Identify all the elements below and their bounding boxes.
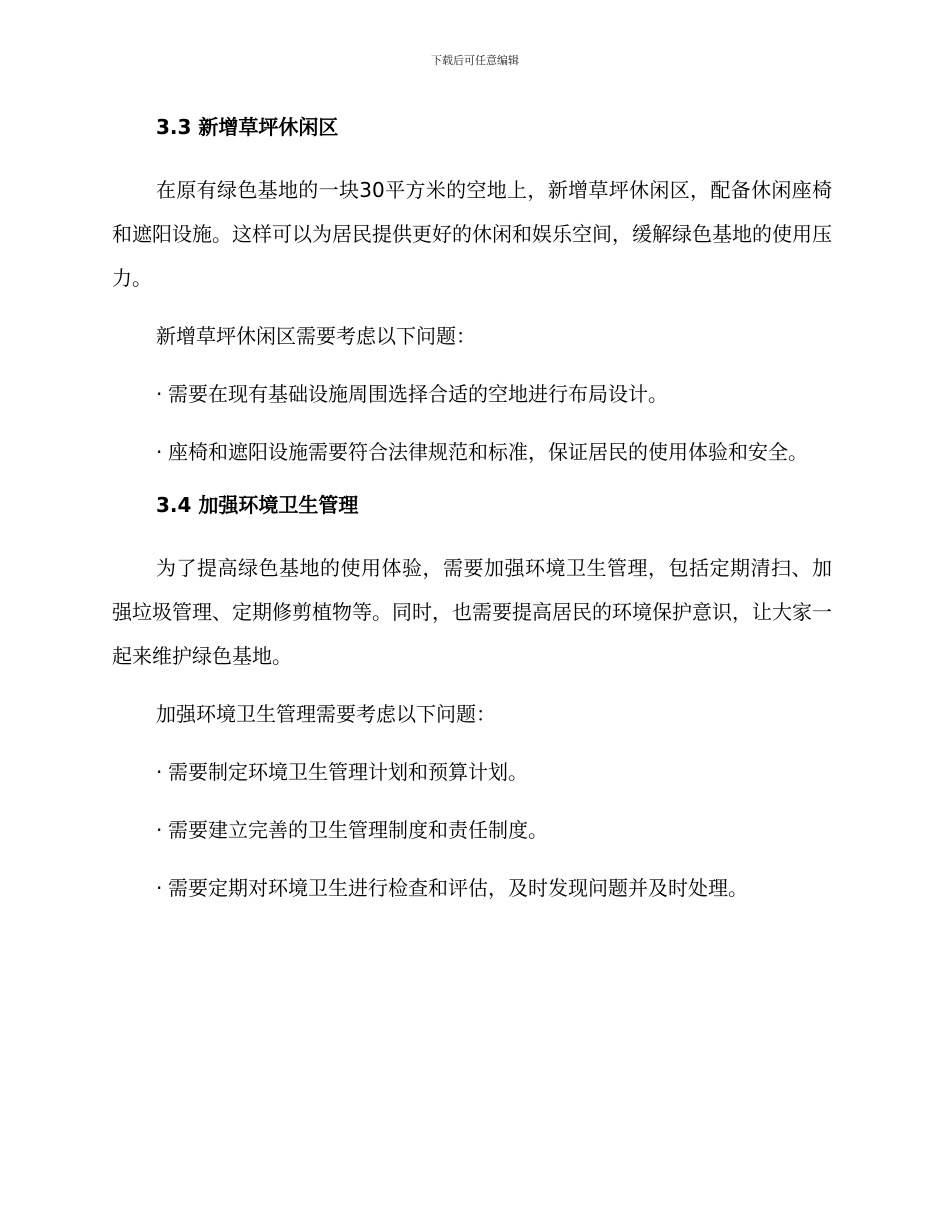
bullet-icon: · bbox=[156, 382, 163, 406]
list-item-text: 座椅和遮阳设施需要符合法律规范和标准，保证居民的使用体验和安全。 bbox=[168, 440, 808, 464]
bullet-icon: · bbox=[156, 818, 163, 842]
section-heading-3-4: 3.4 加强环境卫生管理 bbox=[156, 493, 359, 517]
section-3-3-paragraph: 在原有绿色基地的一块30平方米的空地上，新增草坪休闲区，配备休闲座椅和遮阳设施。这样可以为居民提供更好的休闲和娱乐空间，缓解绿色基地的使用压力。 bbox=[112, 178, 832, 290]
list-item bbox=[112, 866, 832, 910]
bullet-icon: · bbox=[156, 440, 163, 464]
list-item bbox=[112, 430, 832, 474]
section-heading-3-3: 3.3 新增草坪休闲区 bbox=[156, 115, 339, 139]
document-body bbox=[112, 110, 832, 924]
page-header: 下载后可任意编辑 bbox=[431, 54, 519, 67]
list-item bbox=[112, 750, 832, 794]
list-item-text: 需要建立完善的卫生管理制度和责任制度。 bbox=[168, 818, 548, 842]
bullet-icon: · bbox=[156, 760, 163, 784]
list-item-text: 需要制定环境卫生管理计划和预算计划。 bbox=[168, 760, 528, 784]
list-item-text: 需要在现有基础设施周围选择合适的空地进行布局设计。 bbox=[168, 382, 668, 406]
section-3-3-intro: 新增草坪休闲区需要考虑以下问题： bbox=[156, 324, 476, 348]
section-3-4-paragraph: 为了提高绿色基地的使用体验，需要加强环境卫生管理，包括定期清扫、加强垃圾管理、定期修剪植物等。同时，也需要提高居民的环境保护意识，让大家一起来维护绿色基地。 bbox=[112, 556, 832, 668]
list-item bbox=[112, 372, 832, 416]
list-item bbox=[112, 808, 832, 852]
list-item-text: 需要定期对环境卫生进行检查和评估，及时发现问题并及时处理。 bbox=[168, 876, 748, 900]
bullet-icon: · bbox=[156, 876, 163, 900]
section-3-4-intro: 加强环境卫生管理需要考虑以下问题： bbox=[156, 702, 496, 726]
